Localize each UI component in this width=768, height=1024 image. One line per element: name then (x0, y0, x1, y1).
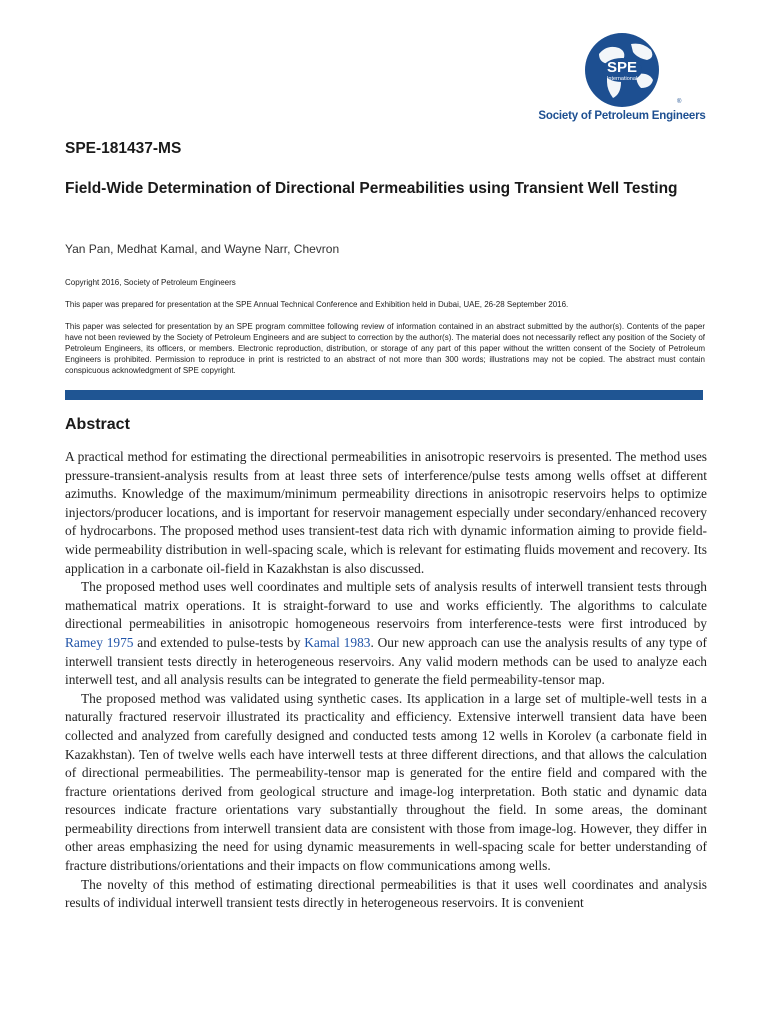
abstract-heading: Abstract (65, 416, 130, 433)
registered-mark: ® (677, 99, 682, 105)
spe-logo (537, 30, 707, 126)
paper-title: Field-Wide Determination of Directional Permeabilities using Transient Well Testing (65, 180, 678, 197)
abstract-paragraph-1: A practical method for estimating the directional permeabilities in anisotropic reservoirs is presented. The method uses pressure-transient-analysis results from at least three sets of interference/pulse tests among wells offset at different azimuths. Knowledge of the maximum/minimum permeability directions in anisotropic reservoirs helps to optimize injectors/producer locations, and is important for reservoir management especially under secondary/enhanced recovery of hydrocarbons. The proposed method uses transient-test data rich with dynamic information aiming to provide field-wide permeability distribution in well-spacing scale, which is relevant for estimating fluids movement and recovery. Its application in a carbonate oil-field in Kazakhstan is also discussed. (65, 449, 707, 576)
paragraph-text: and extended to pulse-tests by (133, 634, 305, 650)
presentation-notice: This paper was prepared for presentation at the SPE Annual Technical Conference and Exhibition held in Dubai, UAE, 26-28 September 2016. (65, 300, 569, 309)
reference-link-ramey[interactable]: Ramey 1975 (65, 634, 134, 650)
logo-org-name: Society of Petroleum Engineers (538, 110, 706, 122)
abstract-body (65, 448, 707, 913)
logo-badge-primary: SPE (606, 59, 638, 76)
abstract-paragraph-4: The novelty of this method of estimating directional permeabilities is that it uses well coordinates and analysis results of individual interwell transient tests directly in heterogeneous reservoirs. It is convenient (65, 876, 707, 911)
selection-notice: This paper was selected for presentation by an SPE program committee following review of information contained in an abstract submitted by the author(s). Contents of the paper have not been reviewed by the Society of Petroleum Engineers and are subject to correction by the author(s). The material does not necessarily reflect any position of the Society of Petroleum Engineers, its officers, or members. Electronic reproduction, distribution, or storage of any part of this paper without the written consent of the Society of Petroleum Engineers is prohibited. Permission to reproduce in print is restricted to an abstract of not more than 300 words; illustrations may not be copied. The abstract must contain conspicuous acknowledgment of SPE copyright. (65, 322, 705, 375)
globe-icon (537, 30, 707, 110)
authors: Yan Pan, Medhat Kamal, and Wayne Narr, Chevron (65, 242, 340, 256)
abstract-paragraph-2 (65, 578, 707, 690)
abstract-paragraph-3: The proposed method was validated using synthetic cases. Its application in a large set of multiple-well tests in a naturally fractured reservoir illustrated its practicality and efficiency. Extensive interwell transient data have been collected and analyzed from carefully designed and conducted tests among 12 wells in Korolev (a carbonate field in Kazakhstan). Ten of twelve wells each have interwell tests at three different directions, and that allows the calculation of directional permeabilities. The permeability-tensor map is generated for the entire field and compared with the fracture orientations derived from geological structure and image-log interpretation. Both static and dynamic data resources indicate fracture orientations vary substantially throughout the field. In some areas, the dominant permeability directions from interwell transient data are consistent with those from image-log. However, they differ in other areas emphasizing the need for using dynamic measurements in well-spacing scale for better understanding of fracture distributions/orientations and their impacts on flow communications among wells. (65, 690, 707, 874)
paper-id: SPE-181437-MS (65, 140, 182, 157)
paragraph-text: The proposed method uses well coordinates and multiple sets of analysis results of interwell transient tests through mathematical matrix operations. It is straight-forward to use and works efficiently. The algorithms to calculate directional permeabilities in anisotropic homogeneous reservoirs from interference-tests were first introduced by (65, 579, 707, 632)
logo-badge-secondary: International (606, 76, 638, 82)
section-divider (65, 390, 703, 400)
copyright-notice: Copyright 2016, Society of Petroleum Engineers (65, 278, 236, 287)
reference-link-kamal[interactable]: Kamal 1983 (304, 634, 371, 650)
paragraph-text: . Our new approach can use the analysis results of any type of interwell transient tests directly in heterogeneous reservoirs. Any valid modern methods can be used to analyze each interwell test, and all analysis results can be integrated to generate the field permeability-tensor map. (65, 634, 707, 688)
